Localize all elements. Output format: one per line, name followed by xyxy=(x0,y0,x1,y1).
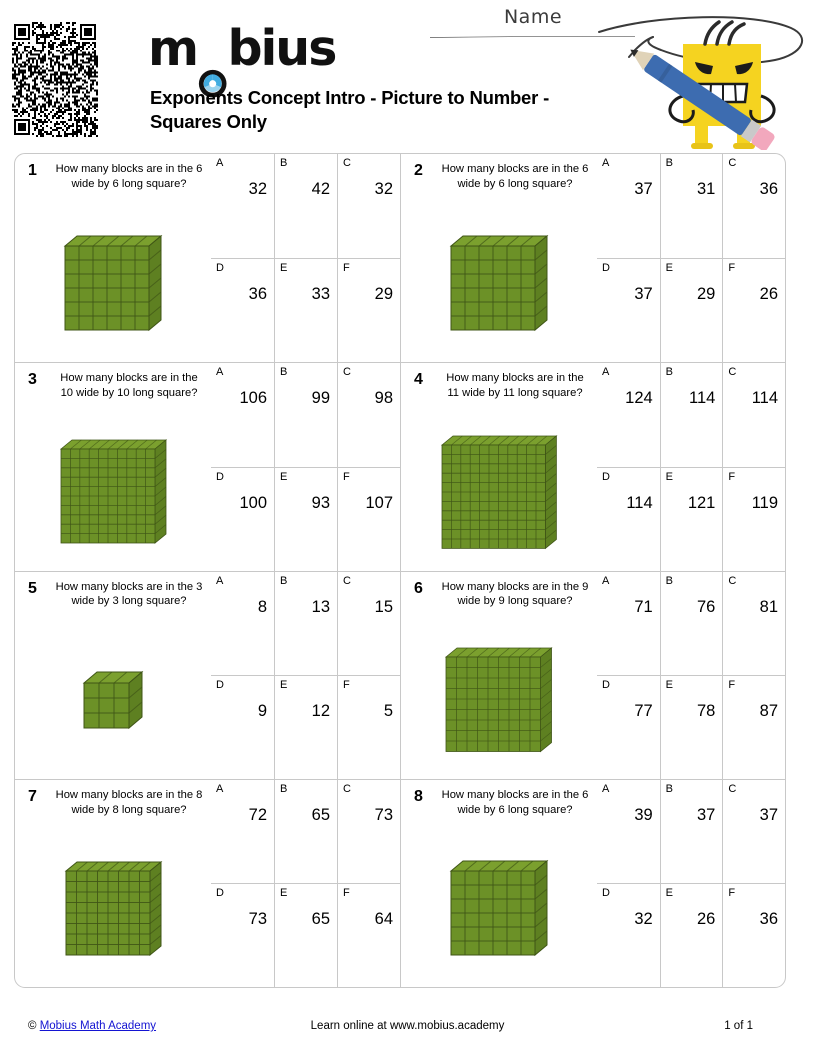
answer-choice-c[interactable] xyxy=(337,572,400,676)
answer-choice-value: 5 xyxy=(383,702,393,721)
mobius-math-academy-link[interactable]: Mobius Math Academy xyxy=(39,1020,157,1032)
question-prompt-column xyxy=(15,363,211,570)
answer-choice-value: 37 xyxy=(759,805,779,824)
answer-choice-a[interactable] xyxy=(211,780,274,884)
answer-choice-value: 114 xyxy=(626,493,653,512)
answer-choice-row xyxy=(597,883,785,987)
answer-choice-letter: E xyxy=(665,887,674,900)
question-cell xyxy=(400,154,785,362)
answer-choice-letter: D xyxy=(602,262,610,275)
answer-choice-letter: F xyxy=(728,262,736,275)
answer-choice-value: 42 xyxy=(311,180,330,198)
question-text: How many blocks are in the 11 wide by 11 long square? xyxy=(446,372,584,400)
question-cell xyxy=(15,779,400,987)
answer-choice-value: 37 xyxy=(696,805,716,824)
answer-choice-b[interactable] xyxy=(660,154,723,258)
answer-choice-value: 78 xyxy=(696,702,716,721)
answer-choice-value: 33 xyxy=(311,285,330,304)
answer-choice-row xyxy=(211,572,400,676)
base-ten-block-image xyxy=(15,628,211,773)
answer-choice-letter: A xyxy=(216,157,224,169)
question-text: How many blocks are in the 9 wide by 9 long square? xyxy=(441,580,589,608)
answer-choice-letter: C xyxy=(728,574,737,587)
question-cell xyxy=(15,571,400,779)
worksheet-title: Exponents Concept Intro - Picture to Number - Squares Only xyxy=(150,87,550,132)
answer-choice-value: 65 xyxy=(311,910,330,929)
question-prompt-column xyxy=(15,572,211,779)
answer-choice-letter: B xyxy=(665,157,674,169)
answer-choice-letter: D xyxy=(216,470,224,483)
answer-choice-f[interactable] xyxy=(337,676,400,779)
answer-choice-value: 13 xyxy=(311,597,330,616)
answer-choice-value: 77 xyxy=(634,702,653,721)
answer-choice-letter: C xyxy=(343,782,351,795)
question-text: How many blocks are in the 6 wide by 6 long square? xyxy=(441,163,589,190)
question-prompt-column xyxy=(15,780,211,987)
answer-choice-row xyxy=(597,675,785,779)
question-prompt-column xyxy=(401,363,597,570)
answer-choice-c[interactable] xyxy=(722,572,785,676)
answer-choice-a[interactable] xyxy=(597,780,660,884)
question-number: 7 xyxy=(28,787,37,805)
answer-choice-f[interactable] xyxy=(722,259,785,362)
answer-choice-b[interactable] xyxy=(660,780,723,884)
answer-choice-letter: F xyxy=(343,262,350,275)
base-ten-block-image xyxy=(401,210,597,356)
answer-choice-letter: A xyxy=(602,157,610,169)
answer-choice-f[interactable] xyxy=(722,676,785,779)
answer-choice-value: 32 xyxy=(374,180,393,198)
question-row xyxy=(15,154,785,362)
answer-choice-c[interactable] xyxy=(337,780,400,884)
base-ten-block-image xyxy=(15,836,211,981)
base-ten-block-image xyxy=(401,836,597,981)
answer-choice-letter: B xyxy=(665,366,674,379)
answer-choice-value: 119 xyxy=(751,493,779,512)
answer-choice-e[interactable] xyxy=(660,884,723,987)
answer-choice-a[interactable] xyxy=(597,363,660,467)
question-row xyxy=(15,362,785,570)
logo-text-pre: m xyxy=(148,20,198,77)
answer-choice-value: 8 xyxy=(257,597,267,616)
answer-choice-value: 81 xyxy=(759,597,779,616)
base-ten-block-image xyxy=(15,419,211,564)
question-row xyxy=(15,571,785,779)
question-cell xyxy=(400,779,785,987)
footer-page-number: 1 of 1 xyxy=(724,1020,753,1032)
answer-choice-f[interactable] xyxy=(337,259,400,362)
answer-choice-letter: F xyxy=(343,887,350,900)
answer-choice-row xyxy=(211,675,400,779)
question-text: How many blocks are in the 6 wide by 6 long square? xyxy=(441,788,589,816)
question-number: 8 xyxy=(414,787,423,805)
answer-choice-value: 99 xyxy=(311,389,330,408)
answer-choice-f[interactable] xyxy=(337,468,400,571)
answer-choice-value: 65 xyxy=(311,805,330,824)
answer-choice-d[interactable] xyxy=(597,676,660,779)
answer-choice-letter: A xyxy=(602,782,610,795)
answer-choice-letter: B xyxy=(280,157,288,169)
qr-code-icon xyxy=(12,22,98,137)
answer-choice-f[interactable] xyxy=(722,884,785,987)
footer-learn-online-text: Learn online at www.mobius.academy xyxy=(310,1020,505,1032)
answer-choice-value: 76 xyxy=(696,597,716,616)
answer-choices-column xyxy=(211,154,400,362)
answer-choice-letter: A xyxy=(602,366,610,379)
answer-choice-row xyxy=(597,154,785,258)
logo-text-post: bius xyxy=(227,20,336,77)
answer-choice-d[interactable] xyxy=(597,259,660,362)
answer-choice-value: 73 xyxy=(248,910,267,929)
answer-choice-value: 87 xyxy=(759,702,779,721)
question-cell xyxy=(400,571,785,779)
question-prompt-column xyxy=(401,154,597,362)
answer-choice-b[interactable] xyxy=(274,572,337,676)
answer-choice-value: 36 xyxy=(759,180,779,198)
answer-choice-letter: A xyxy=(216,366,224,379)
answer-choice-row xyxy=(211,154,400,258)
answer-choice-value: 106 xyxy=(239,389,267,408)
answer-choice-row xyxy=(597,467,785,571)
answer-choice-letter: C xyxy=(728,782,737,795)
answer-choice-value: 64 xyxy=(374,910,393,929)
answer-choice-value: 9 xyxy=(257,702,267,721)
name-label: Name xyxy=(503,6,563,28)
answer-choices-column xyxy=(211,572,400,779)
answer-choice-row xyxy=(211,363,400,467)
answer-choices-column xyxy=(597,780,785,987)
answer-choice-row xyxy=(597,363,785,467)
answer-choice-a[interactable] xyxy=(597,154,660,258)
answer-choice-row xyxy=(211,780,400,884)
logo-wordmark xyxy=(148,20,336,77)
answer-choice-value: 32 xyxy=(634,910,653,929)
answer-choice-c[interactable] xyxy=(337,363,400,467)
answer-choice-letter: D xyxy=(216,887,224,900)
answer-choice-letter: C xyxy=(343,366,351,379)
answer-choice-e[interactable] xyxy=(660,468,723,571)
answer-choice-row xyxy=(597,572,785,676)
answer-choice-letter: E xyxy=(665,679,674,692)
question-row xyxy=(15,779,785,987)
answer-choice-letter: D xyxy=(216,679,224,692)
question-text: How many blocks are in the 3 wide by 3 long square? xyxy=(55,580,203,608)
question-number: 3 xyxy=(28,371,37,389)
page-header xyxy=(0,0,815,150)
answer-choice-value: 73 xyxy=(374,805,393,824)
question-number: 4 xyxy=(414,371,423,389)
answer-choice-b[interactable] xyxy=(274,363,337,467)
answer-choices-column xyxy=(597,154,785,362)
copyright-symbol: © xyxy=(28,1020,37,1032)
answer-choice-value: 98 xyxy=(374,389,393,408)
question-prompt-column xyxy=(15,154,211,362)
answer-choice-value: 29 xyxy=(696,285,716,304)
answer-choice-letter: F xyxy=(728,887,736,900)
answer-choices-column xyxy=(211,780,400,987)
answer-choice-letter: B xyxy=(665,782,674,795)
answer-choice-d[interactable] xyxy=(211,676,274,779)
answer-choice-row xyxy=(211,258,400,362)
answer-choice-c[interactable] xyxy=(722,363,785,467)
answer-choice-letter: A xyxy=(602,574,610,587)
answer-choice-letter: C xyxy=(343,157,351,169)
answer-choice-value: 36 xyxy=(248,285,267,304)
answer-choice-e[interactable] xyxy=(660,259,723,362)
answer-choice-value: 15 xyxy=(374,597,393,616)
answer-choice-b[interactable] xyxy=(274,154,337,258)
answer-choice-value: 31 xyxy=(696,180,716,198)
question-prompt-column xyxy=(401,572,597,779)
answer-choice-letter: F xyxy=(343,470,350,483)
answer-choice-letter: D xyxy=(602,887,610,900)
answer-choice-value: 71 xyxy=(634,597,653,616)
question-number: 6 xyxy=(414,579,423,597)
answer-choice-b[interactable] xyxy=(660,363,723,467)
answer-choice-d[interactable] xyxy=(211,884,274,987)
answer-choice-row xyxy=(211,467,400,571)
answer-choice-value: 36 xyxy=(759,910,779,929)
answer-choice-letter: B xyxy=(280,782,288,795)
answer-choice-c[interactable] xyxy=(722,780,785,884)
answer-choice-value: 93 xyxy=(311,493,330,512)
answer-choice-c[interactable] xyxy=(722,154,785,258)
answer-choice-row xyxy=(597,258,785,362)
answer-choice-letter: E xyxy=(665,470,674,483)
question-cell xyxy=(400,362,785,570)
answer-choice-e[interactable] xyxy=(274,259,337,362)
answer-choice-value: 72 xyxy=(248,805,267,824)
answer-choice-f[interactable] xyxy=(722,468,785,571)
question-number: 5 xyxy=(28,579,37,597)
answer-choice-value: 37 xyxy=(634,285,653,304)
answer-choice-value: 107 xyxy=(365,493,393,512)
question-cell xyxy=(15,154,400,362)
answer-choice-value: 32 xyxy=(248,180,267,198)
answer-choice-value: 114 xyxy=(751,389,779,408)
question-number: 1 xyxy=(28,162,37,179)
answer-choice-letter: E xyxy=(280,470,288,483)
answer-choice-value: 12 xyxy=(311,702,330,721)
answer-choice-value: 26 xyxy=(696,910,716,929)
answer-choice-letter: D xyxy=(216,262,224,275)
answer-choice-letter: B xyxy=(665,574,674,587)
answer-choice-d[interactable] xyxy=(211,259,274,362)
answer-choice-c[interactable] xyxy=(337,154,400,258)
answer-choice-e[interactable] xyxy=(274,468,337,571)
questions-grid xyxy=(14,153,786,988)
answer-choice-letter: D xyxy=(602,679,610,692)
base-ten-block-image xyxy=(401,628,597,773)
answer-choice-row xyxy=(211,883,400,987)
question-text: How many blocks are in the 8 wide by 8 long square? xyxy=(55,788,203,816)
answer-choice-a[interactable] xyxy=(597,572,660,676)
answer-choices-column xyxy=(597,363,785,570)
answer-choice-f[interactable] xyxy=(337,884,400,987)
answer-choice-letter: E xyxy=(280,679,288,692)
answer-choice-letter: C xyxy=(728,366,737,379)
question-number: 2 xyxy=(414,162,423,179)
answer-choice-b[interactable] xyxy=(274,780,337,884)
answer-choice-e[interactable] xyxy=(274,676,337,779)
answer-choice-letter: C xyxy=(728,157,737,169)
answer-choices-column xyxy=(211,363,400,570)
yellow-mascot-with-pencil-icon xyxy=(595,10,813,150)
answer-choice-value: 121 xyxy=(687,493,716,512)
answer-choice-value: 39 xyxy=(634,805,653,824)
answer-choice-a[interactable] xyxy=(211,572,274,676)
answer-choice-letter: B xyxy=(280,574,288,587)
answer-choice-letter: F xyxy=(343,679,350,692)
base-ten-block-image xyxy=(401,419,597,564)
answer-choice-value: 114 xyxy=(689,389,716,408)
answer-choice-letter: E xyxy=(280,887,288,900)
answer-choice-a[interactable] xyxy=(211,363,274,467)
answer-choice-letter: A xyxy=(216,782,224,795)
answer-choice-a[interactable] xyxy=(211,154,274,258)
answer-choice-value: 124 xyxy=(625,389,653,408)
question-cell xyxy=(15,362,400,570)
answer-choice-d[interactable] xyxy=(597,468,660,571)
answer-choice-d[interactable] xyxy=(211,468,274,571)
brand-logo xyxy=(148,20,336,77)
answer-choice-e[interactable] xyxy=(660,676,723,779)
answer-choice-row xyxy=(597,780,785,884)
question-prompt-column xyxy=(401,780,597,987)
answer-choice-letter: F xyxy=(728,679,736,692)
answer-choice-letter: E xyxy=(280,262,288,275)
question-text: How many blocks are in the 10 wide by 10 long square? xyxy=(60,372,198,400)
answer-choice-d[interactable] xyxy=(597,884,660,987)
answer-choice-b[interactable] xyxy=(660,572,723,676)
question-text: How many blocks are in the 6 wide by 6 long square? xyxy=(55,163,203,190)
answer-choice-letter: E xyxy=(665,262,674,275)
answer-choice-value: 26 xyxy=(759,285,779,304)
base-ten-block-image xyxy=(15,210,211,356)
answer-choice-value: 37 xyxy=(634,180,653,198)
answer-choices-column xyxy=(597,572,785,779)
answer-choice-letter: B xyxy=(280,366,288,379)
answer-choice-letter: A xyxy=(216,574,224,587)
answer-choice-value: 29 xyxy=(374,285,393,304)
answer-choice-value: 100 xyxy=(239,493,267,512)
answer-choice-letter: F xyxy=(728,470,736,483)
answer-choice-letter: D xyxy=(602,470,610,483)
answer-choice-e[interactable] xyxy=(274,884,337,987)
answer-choice-letter: C xyxy=(343,574,351,587)
